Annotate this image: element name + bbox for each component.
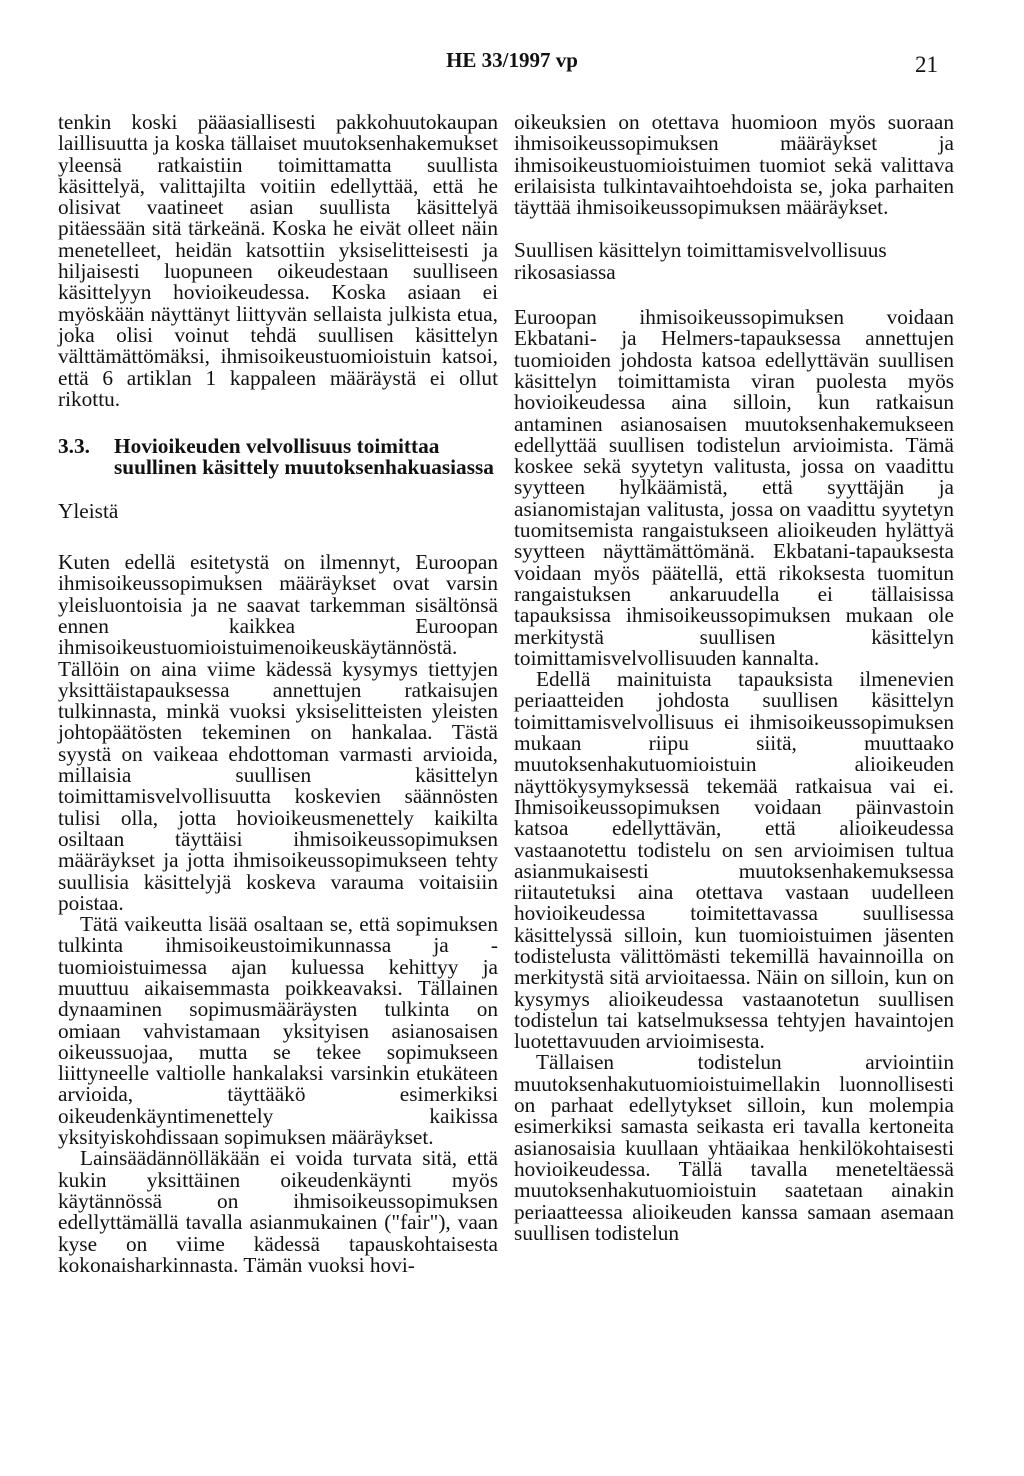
page-header xyxy=(0,48,1024,88)
section-title: Hovioikeuden velvollisuus toimittaa suullinen käsittely muutoksenhakuasiassa xyxy=(114,434,494,480)
paragraph: Euroopan ihmisoikeussopimuksen voidaan Ekbatani- ja Helmers-tapauksessa annettujen tuomioiden johdosta katsoa edellyttävän suullisen käsittelyn toimittamista viran puolesta myös hovioikeudessa aina silloin, kun ratkaisun antaminen asianosaisen muutoksenhakemukseen edellyttää suullisen todistelun arvioimista. Tämä koskee sekä syytetyn valitusta, jossa on vaadittu syytteen hylkäämistä, että syyttäjän ja asianomistajan valitusta, jossa on vaadittu syytetyn tuomitsemista rangaistukseen alioikeuden hylättyä syytteen näyttämättömänä. Ekbatani-tapauksesta voidaan myös päätellä, että rikoksesta tuomitun rangaistuksen ankaruudella ei tällaisissa tapauksissa ihmisoikeussopimuksen mukaan ole merkitystä suullisen käsittelyn toimittamisvelvollisuuden kannalta. xyxy=(514,305,954,670)
page-number: 21 xyxy=(915,52,938,77)
paragraph: Edellä mainituista tapauksista ilmenevien periaatteiden johdosta suullisen käsittelyn toimittamisvelvollisuus ei ihmisoikeussopimuksen mukaan riipu siitä, muuttaako muutoksenhakutuomioistuin alioikeuden näyttökysymyksessä tekemää ratkaisua vai ei. Ihmisoikeussopimuksen voidaan päinvastoin katsoa edellyttävän, että alioikeudessa vastaanotettu todistelu on sen arvioimisen tultua asianmukaisesti muutoksenhakemuksessa riitautetuksi aina otettava vastaan uudelleen hovioikeudessa toimitettavassa suullisessa käsittelyssä silloin, kun tuomioistuimen jäsenten todistelusta välittömästi tekemillä havainnoilla on merkitystä sitä arvioitaessa. Näin on silloin, kun on kysymys alioikeudessa vastaanotetun suullisen todistelun tai katselmuksessa tehtyjen havaintojen luotettavuuden arvioimisesta. xyxy=(514,667,954,1054)
side-heading: Suullisen käsittelyn toimittamisvelvollisuus rikosasiassa xyxy=(514,238,887,284)
paragraph: Kuten edellä esitetystä on ilmennyt, Euroopan ihmisoikeussopimuksen määräykset ovat varsin yleisluontoisia ja ne saavat tarkemman sisältönsä ennen kaikkea Euroopan ihmisoikeustuomioistuimenoikeuskäytännöstä. Tällöin on aina viime kädessä kysymys tiettyjen yksittäistapauksessa annettujen ratkaisujen tulkinnasta, minkä vuoksi yksiselitteisten yleisten johtopäätösten tekeminen on hankalaa. Tästä syystä on vaikeaa ehdottoman varmasti arvioida, millaisia suullisen käsittelyn toimittamisvelvollisuutta koskevien säännösten tulisi olla, jotta hovioikeusmenettely kaikilta osiltaan täyttäisi ihmisoikeussopimuksen määräykset ja jotta ihmisoikeussopimukseen tehty suullisia käsittelyjä koskeva varauma voitaisiin poistaa. xyxy=(58,550,498,915)
paragraph: Tällaisen todistelun arviointiin muutoksenhakutuomioistuimellakin luonnollisesti on parhaat edellytykset silloin, kun molempia esimerkiksi samasta seikasta eri tavalla kertoneita asianosaisia kuullaan yhtäaikaa henkilökohtaisesti hovioikeudessa. Tällä tavalla meneteltäessä muutoksenhakutuomioistuin saatetaan ainakin periaatteessa alioikeuden kanssa samaan asemaan suullisen todistelun xyxy=(514,1050,954,1245)
section-number: 3.3. xyxy=(58,434,90,459)
paragraph: Tätä vaikeutta lisää osaltaan se, että sopimuksen tulkinta ihmisoikeustoimikunnassa ja -tuomioistuimessa ajan kuluessa kehittyy ja muuttuu aikaisemmasta poikkeavaksi. Tällainen dynaaminen sopimusmääräysten tulkinta on omiaan vahvistamaan yksityisen asianosaisen oikeussuojaa, mutta se tekee sopimukseen liittyneelle valtiolle hankalaksi varsinkin etukäteen arvioida, täyttääkö esimerkiksi oikeudenkäyntimenettely kaikissa yksityiskohdissaan sopimuksen määräykset. xyxy=(58,912,498,1150)
right-column xyxy=(514,112,954,1244)
section-heading xyxy=(58,436,498,479)
paragraph: oikeuksien on otettava huomioon myös suoraan ihmisoikeussopimuksen määräykset ja ihmisoikeustuomioistuimen tuomiot sekä valittava erilaisista tulkintavaihtoehdoista se, joka parhaiten täyttää ihmisoikeussopimuksen määräykset. xyxy=(514,110,954,220)
subheading: Yleistä xyxy=(58,498,119,523)
running-head: HE 33/1997 vp xyxy=(446,48,578,72)
left-column xyxy=(58,112,498,1276)
paragraph: tenkin koski pääasiallisesti pakkohuutokaupan laillisuutta ja koska tällaiset muutoksenhakemukset yleensä ratkaistiin toimittamatta suullista käsittelyä, valittajilta voitiin edellyttää, että he olisivat vaatineet asian suullista käsittelyä pitäessään sitä tärkeänä. Koska he eivät olleet näin menetelleet, heidän katsottiin yksiselitteisesti ja hiljaisesti luopuneen oikeudestaan suulliseen käsittelyyn hovioikeudessa. Koska asiaan ei myöskään näyttänyt liittyvän sellaista julkista etua, joka olisi voinut tehdä suullisen käsittelyn välttämättömäksi, ihmisoikeustuomioistuin katsoi, että 6 artiklan 1 kappaleen määräystä ei ollut rikottu. xyxy=(58,110,498,411)
paragraph: Lainsäädännölläkään ei voida turvata sitä, että kukin yksittäinen oikeudenkäynti myös käytännössä on ihmisoikeussopimuksen edellyttämällä tavalla asianmukainen ("fair"), vaan kyse on viime kädessä tapauskohtaisesta kokonaisharkinnasta. Tämän vuoksi hovi- xyxy=(58,1146,498,1277)
